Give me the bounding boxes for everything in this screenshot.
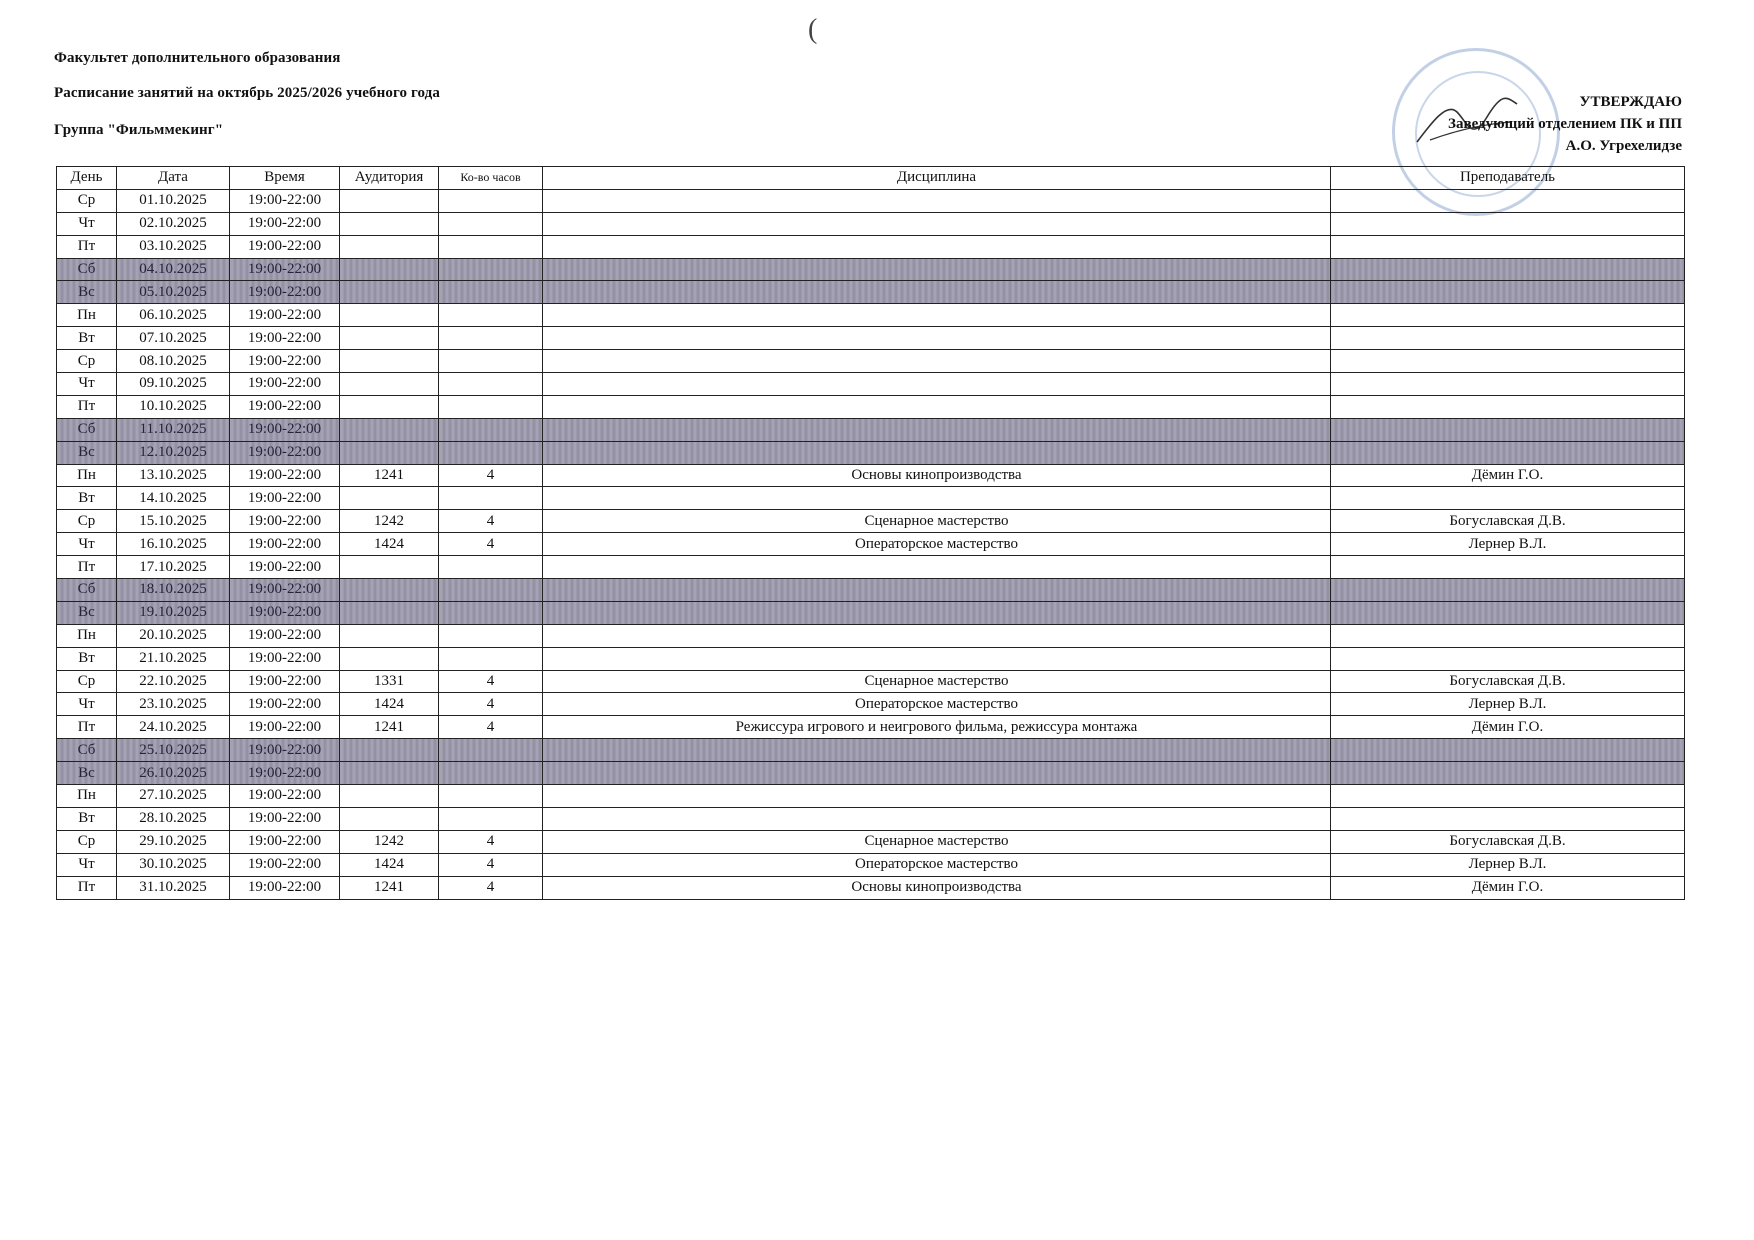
day-cell: Ср <box>57 830 117 853</box>
discipline-cell <box>543 418 1331 441</box>
time-cell: 19:00-22:00 <box>230 373 340 396</box>
time-cell: 19:00-22:00 <box>230 693 340 716</box>
day-cell: Пт <box>57 556 117 579</box>
schedule-body <box>57 189 1685 899</box>
teacher-cell <box>1331 785 1685 808</box>
hours-cell <box>439 258 543 281</box>
hours-cell: 4 <box>439 464 543 487</box>
teacher-cell <box>1331 189 1685 212</box>
room-cell <box>340 373 439 396</box>
teacher-cell <box>1331 556 1685 579</box>
discipline-cell <box>543 235 1331 258</box>
date-cell: 27.10.2025 <box>117 785 230 808</box>
hours-cell: 4 <box>439 830 543 853</box>
day-cell: Вт <box>57 487 117 510</box>
hours-cell: 4 <box>439 693 543 716</box>
time-cell: 19:00-22:00 <box>230 670 340 693</box>
faculty-title: Факультет дополнительного образования <box>54 50 341 66</box>
date-cell: 15.10.2025 <box>117 510 230 533</box>
hours-cell <box>439 601 543 624</box>
date-cell: 07.10.2025 <box>117 327 230 350</box>
approval-heading: УТВЕРЖДАЮ <box>1579 94 1682 110</box>
time-cell: 19:00-22:00 <box>230 281 340 304</box>
table-row <box>57 464 1685 487</box>
day-cell: Чт <box>57 853 117 876</box>
teacher-cell: Богуславская Д.В. <box>1331 670 1685 693</box>
room-cell <box>340 189 439 212</box>
teacher-cell <box>1331 624 1685 647</box>
col-header-discipline: Дисциплина <box>543 167 1331 190</box>
room-cell <box>340 579 439 602</box>
time-cell: 19:00-22:00 <box>230 716 340 739</box>
table-row <box>57 624 1685 647</box>
teacher-cell <box>1331 395 1685 418</box>
discipline-cell: Сценарное мастерство <box>543 670 1331 693</box>
table-row <box>57 281 1685 304</box>
hours-cell: 4 <box>439 670 543 693</box>
time-cell: 19:00-22:00 <box>230 830 340 853</box>
time-cell: 19:00-22:00 <box>230 464 340 487</box>
date-cell: 16.10.2025 <box>117 533 230 556</box>
table-row <box>57 579 1685 602</box>
table-row <box>57 785 1685 808</box>
room-cell <box>340 258 439 281</box>
room-cell: 1241 <box>340 716 439 739</box>
time-cell: 19:00-22:00 <box>230 556 340 579</box>
table-row <box>57 441 1685 464</box>
discipline-cell <box>543 258 1331 281</box>
table-row <box>57 395 1685 418</box>
table-row <box>57 556 1685 579</box>
day-cell: Пн <box>57 785 117 808</box>
time-cell: 19:00-22:00 <box>230 212 340 235</box>
date-cell: 28.10.2025 <box>117 807 230 830</box>
teacher-cell: Дёмин Г.О. <box>1331 464 1685 487</box>
table-row <box>57 258 1685 281</box>
time-cell: 19:00-22:00 <box>230 418 340 441</box>
teacher-cell <box>1331 418 1685 441</box>
day-cell: Пн <box>57 624 117 647</box>
col-header-time: Время <box>230 167 340 190</box>
date-cell: 22.10.2025 <box>117 670 230 693</box>
hours-cell: 4 <box>439 876 543 899</box>
room-cell <box>340 212 439 235</box>
time-cell: 19:00-22:00 <box>230 304 340 327</box>
time-cell: 19:00-22:00 <box>230 189 340 212</box>
table-row <box>57 693 1685 716</box>
hours-cell <box>439 556 543 579</box>
date-cell: 30.10.2025 <box>117 853 230 876</box>
date-cell: 24.10.2025 <box>117 716 230 739</box>
room-cell <box>340 327 439 350</box>
discipline-cell: Сценарное мастерство <box>543 830 1331 853</box>
approval-block <box>1448 91 1682 157</box>
date-cell: 05.10.2025 <box>117 281 230 304</box>
day-cell: Пт <box>57 235 117 258</box>
col-header-date: Дата <box>117 167 230 190</box>
room-cell <box>340 556 439 579</box>
time-cell: 19:00-22:00 <box>230 739 340 762</box>
room-cell <box>340 487 439 510</box>
day-cell: Вт <box>57 807 117 830</box>
hours-cell <box>439 418 543 441</box>
table-row <box>57 853 1685 876</box>
date-cell: 02.10.2025 <box>117 212 230 235</box>
date-cell: 21.10.2025 <box>117 647 230 670</box>
room-cell: 1331 <box>340 670 439 693</box>
schedule-title: Расписание занятий на октябрь 2025/2026 учебного года <box>54 85 440 101</box>
day-cell: Пн <box>57 304 117 327</box>
room-cell <box>340 281 439 304</box>
teacher-cell: Лернер В.Л. <box>1331 693 1685 716</box>
table-row <box>57 235 1685 258</box>
table-row <box>57 830 1685 853</box>
room-cell: 1241 <box>340 876 439 899</box>
room-cell <box>340 624 439 647</box>
day-cell: Сб <box>57 739 117 762</box>
table-row <box>57 189 1685 212</box>
time-cell: 19:00-22:00 <box>230 533 340 556</box>
date-cell: 03.10.2025 <box>117 235 230 258</box>
room-cell: 1424 <box>340 693 439 716</box>
teacher-cell <box>1331 762 1685 785</box>
day-cell: Чт <box>57 533 117 556</box>
day-cell: Ср <box>57 510 117 533</box>
hours-cell <box>439 212 543 235</box>
day-cell: Пт <box>57 876 117 899</box>
discipline-cell <box>543 327 1331 350</box>
date-cell: 09.10.2025 <box>117 373 230 396</box>
teacher-cell <box>1331 579 1685 602</box>
hours-cell <box>439 579 543 602</box>
teacher-cell <box>1331 807 1685 830</box>
day-cell: Вт <box>57 647 117 670</box>
teacher-cell <box>1331 235 1685 258</box>
day-cell: Вс <box>57 281 117 304</box>
room-cell: 1424 <box>340 853 439 876</box>
teacher-cell: Лернер В.Л. <box>1331 853 1685 876</box>
teacher-cell: Богуславская Д.В. <box>1331 830 1685 853</box>
date-cell: 13.10.2025 <box>117 464 230 487</box>
hours-cell: 4 <box>439 510 543 533</box>
time-cell: 19:00-22:00 <box>230 235 340 258</box>
hours-cell: 4 <box>439 853 543 876</box>
discipline-cell: Основы кинопроизводства <box>543 876 1331 899</box>
room-cell <box>340 762 439 785</box>
table-row <box>57 350 1685 373</box>
time-cell: 19:00-22:00 <box>230 785 340 808</box>
day-cell: Чт <box>57 693 117 716</box>
discipline-cell <box>543 624 1331 647</box>
table-row <box>57 739 1685 762</box>
time-cell: 19:00-22:00 <box>230 487 340 510</box>
date-cell: 01.10.2025 <box>117 189 230 212</box>
time-cell: 19:00-22:00 <box>230 258 340 281</box>
teacher-cell <box>1331 739 1685 762</box>
time-cell: 19:00-22:00 <box>230 510 340 533</box>
hours-cell <box>439 189 543 212</box>
teacher-cell <box>1331 350 1685 373</box>
table-row <box>57 212 1685 235</box>
discipline-cell: Операторское мастерство <box>543 533 1331 556</box>
hours-cell <box>439 441 543 464</box>
room-cell: 1424 <box>340 533 439 556</box>
table-row <box>57 647 1685 670</box>
discipline-cell: Режиссура игрового и неигрового фильма, режиссура монтажа <box>543 716 1331 739</box>
day-cell: Ср <box>57 670 117 693</box>
teacher-cell <box>1331 487 1685 510</box>
room-cell <box>340 304 439 327</box>
time-cell: 19:00-22:00 <box>230 853 340 876</box>
time-cell: 19:00-22:00 <box>230 350 340 373</box>
room-cell <box>340 739 439 762</box>
schedule-table <box>56 166 1685 900</box>
day-cell: Чт <box>57 373 117 396</box>
discipline-cell: Основы кинопроизводства <box>543 464 1331 487</box>
discipline-cell <box>543 762 1331 785</box>
time-cell: 19:00-22:00 <box>230 807 340 830</box>
time-cell: 19:00-22:00 <box>230 647 340 670</box>
day-cell: Вт <box>57 327 117 350</box>
discipline-cell: Сценарное мастерство <box>543 510 1331 533</box>
table-row <box>57 327 1685 350</box>
discipline-cell <box>543 304 1331 327</box>
discipline-cell <box>543 441 1331 464</box>
day-cell: Вс <box>57 601 117 624</box>
day-cell: Сб <box>57 418 117 441</box>
time-cell: 19:00-22:00 <box>230 441 340 464</box>
teacher-cell <box>1331 327 1685 350</box>
hours-cell <box>439 647 543 670</box>
room-cell <box>340 441 439 464</box>
date-cell: 04.10.2025 <box>117 258 230 281</box>
hours-cell <box>439 350 543 373</box>
discipline-cell <box>543 189 1331 212</box>
room-cell <box>340 395 439 418</box>
hours-cell <box>439 624 543 647</box>
table-row <box>57 487 1685 510</box>
table-row <box>57 510 1685 533</box>
table-row <box>57 304 1685 327</box>
date-cell: 31.10.2025 <box>117 876 230 899</box>
teacher-cell <box>1331 304 1685 327</box>
col-header-teacher: Преподаватель <box>1331 167 1685 190</box>
day-cell: Пт <box>57 716 117 739</box>
room-cell <box>340 807 439 830</box>
table-row <box>57 601 1685 624</box>
hours-cell <box>439 327 543 350</box>
room-cell <box>340 418 439 441</box>
hours-cell <box>439 373 543 396</box>
discipline-cell <box>543 647 1331 670</box>
time-cell: 19:00-22:00 <box>230 876 340 899</box>
discipline-cell: Операторское мастерство <box>543 853 1331 876</box>
teacher-cell <box>1331 441 1685 464</box>
discipline-cell <box>543 212 1331 235</box>
date-cell: 17.10.2025 <box>117 556 230 579</box>
date-cell: 29.10.2025 <box>117 830 230 853</box>
teacher-cell <box>1331 281 1685 304</box>
hours-cell <box>439 304 543 327</box>
table-row <box>57 876 1685 899</box>
table-row <box>57 807 1685 830</box>
date-cell: 10.10.2025 <box>117 395 230 418</box>
room-cell: 1242 <box>340 830 439 853</box>
teacher-cell <box>1331 212 1685 235</box>
col-header-room: Аудитория <box>340 167 439 190</box>
room-cell <box>340 350 439 373</box>
date-cell: 25.10.2025 <box>117 739 230 762</box>
date-cell: 20.10.2025 <box>117 624 230 647</box>
day-cell: Вс <box>57 441 117 464</box>
discipline-cell <box>543 556 1331 579</box>
approval-position: Заведующий отделением ПК и ПП <box>1448 116 1682 132</box>
hours-cell <box>439 785 543 808</box>
hours-cell <box>439 487 543 510</box>
day-cell: Сб <box>57 258 117 281</box>
discipline-cell <box>543 373 1331 396</box>
time-cell: 19:00-22:00 <box>230 327 340 350</box>
hours-cell: 4 <box>439 533 543 556</box>
date-cell: 19.10.2025 <box>117 601 230 624</box>
room-cell <box>340 601 439 624</box>
teacher-cell <box>1331 601 1685 624</box>
col-header-hours: Ко-во часов <box>439 167 543 190</box>
hours-cell <box>439 235 543 258</box>
hours-cell <box>439 281 543 304</box>
date-cell: 18.10.2025 <box>117 579 230 602</box>
hours-cell <box>439 395 543 418</box>
discipline-cell <box>543 281 1331 304</box>
table-row <box>57 373 1685 396</box>
day-cell: Пт <box>57 395 117 418</box>
time-cell: 19:00-22:00 <box>230 624 340 647</box>
stray-mark: ( <box>808 14 818 45</box>
day-cell: Ср <box>57 189 117 212</box>
discipline-cell <box>543 350 1331 373</box>
date-cell: 12.10.2025 <box>117 441 230 464</box>
table-row <box>57 762 1685 785</box>
date-cell: 14.10.2025 <box>117 487 230 510</box>
day-cell: Пн <box>57 464 117 487</box>
room-cell <box>340 647 439 670</box>
discipline-cell <box>543 807 1331 830</box>
date-cell: 11.10.2025 <box>117 418 230 441</box>
discipline-cell <box>543 395 1331 418</box>
room-cell: 1241 <box>340 464 439 487</box>
teacher-cell: Лернер В.Л. <box>1331 533 1685 556</box>
hours-cell: 4 <box>439 716 543 739</box>
date-cell: 06.10.2025 <box>117 304 230 327</box>
discipline-cell <box>543 739 1331 762</box>
group-title: Группа "Фильммекинг" <box>54 122 224 138</box>
hours-cell <box>439 739 543 762</box>
day-cell: Сб <box>57 579 117 602</box>
table-row <box>57 716 1685 739</box>
discipline-cell <box>543 785 1331 808</box>
teacher-cell <box>1331 258 1685 281</box>
day-cell: Ср <box>57 350 117 373</box>
table-row <box>57 533 1685 556</box>
table-row <box>57 418 1685 441</box>
room-cell <box>340 785 439 808</box>
date-cell: 26.10.2025 <box>117 762 230 785</box>
discipline-cell <box>543 579 1331 602</box>
time-cell: 19:00-22:00 <box>230 579 340 602</box>
date-cell: 23.10.2025 <box>117 693 230 716</box>
time-cell: 19:00-22:00 <box>230 395 340 418</box>
table-row <box>57 670 1685 693</box>
time-cell: 19:00-22:00 <box>230 601 340 624</box>
teacher-cell: Дёмин Г.О. <box>1331 716 1685 739</box>
day-cell: Чт <box>57 212 117 235</box>
teacher-cell: Богуславская Д.В. <box>1331 510 1685 533</box>
discipline-cell <box>543 487 1331 510</box>
col-header-day: День <box>57 167 117 190</box>
hours-cell <box>439 762 543 785</box>
approval-name: А.О. Угрехелидзе <box>1565 138 1682 154</box>
room-cell: 1242 <box>340 510 439 533</box>
table-header-row <box>57 167 1685 190</box>
teacher-cell: Дёмин Г.О. <box>1331 876 1685 899</box>
room-cell <box>340 235 439 258</box>
teacher-cell <box>1331 373 1685 396</box>
date-cell: 08.10.2025 <box>117 350 230 373</box>
day-cell: Вс <box>57 762 117 785</box>
discipline-cell: Операторское мастерство <box>543 693 1331 716</box>
teacher-cell <box>1331 647 1685 670</box>
time-cell: 19:00-22:00 <box>230 762 340 785</box>
hours-cell <box>439 807 543 830</box>
discipline-cell <box>543 601 1331 624</box>
